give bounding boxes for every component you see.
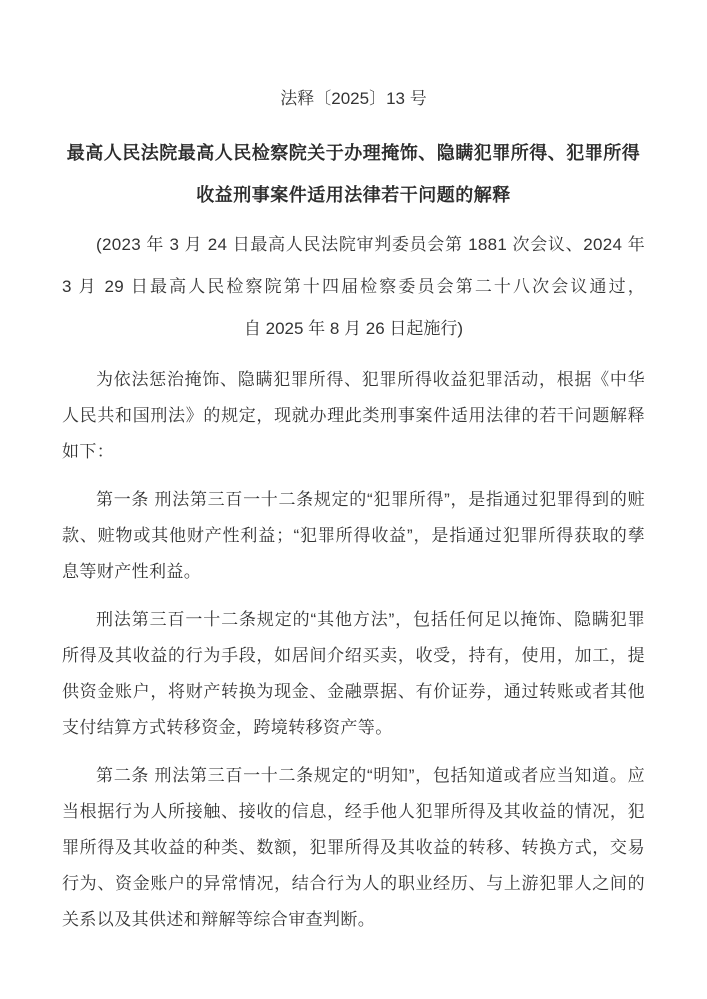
enactment-effective-date: 自 2025 年 8 月 26 日起施行)	[243, 319, 464, 338]
article-1-paragraph-1: 第一条 刑法第三百一十二条规定的“犯罪所得”，是指通过犯罪得到的赃款、赃物或其他财产性利益；“犯罪所得收益”，是指通过犯罪所得获取的孳息等财产性利益。	[62, 490, 645, 581]
article-2-paragraph: 第二条 刑法第三百一十二条规定的“明知”，包括知道或者应当知道。应当根据行为人所接触、接收的信息，经手他人犯罪所得及其收益的情况，犯罪所得及其收益的种类、数额，犯罪所得及其收益的转移、转换方式，交易行为、资金账户的异常情况，结合行为人的职业经历、与上游犯罪人之间的关系以及其供述和辩解等综合审查判断。	[62, 766, 645, 929]
article-1-paragraph-2: 刑法第三百一十二条规定的“其他方法”，包括任何足以掩饰、隐瞒犯罪所得及其收益的行为手段，如居间介绍买卖，收受，持有，使用，加工，提供资金账户，将财产转换为现金、金融票据、有价证券，通过转账或者其他支付结算方式转移资金，跨境转移资产等。	[62, 610, 645, 737]
document-title	[62, 132, 645, 216]
title-line-2: 收益刑事案件适用法律若干问题的解释	[196, 185, 511, 205]
document-body	[62, 362, 645, 938]
enactment-note	[62, 224, 645, 350]
preamble-paragraph: 为依法惩治掩饰、隐瞒犯罪所得、犯罪所得收益犯罪活动，根据《中华人民共和国刑法》的规定，现就办理此类刑事案件适用法律的若干问题解释如下：	[62, 370, 645, 461]
enactment-passed-text: (2023 年 3 月 24 日最高人民法院审判委员会第 1881 次会议、2024 年 3 月 29 日最高人民检察院第十四届检察委员会第二十八次会议通过，	[62, 235, 645, 296]
doc-number: 法释〔2025〕13 号	[280, 89, 427, 108]
title-line-1: 最高人民法院最高人民检察院关于办理掩饰、隐瞒犯罪所得、犯罪所得	[66, 143, 641, 163]
